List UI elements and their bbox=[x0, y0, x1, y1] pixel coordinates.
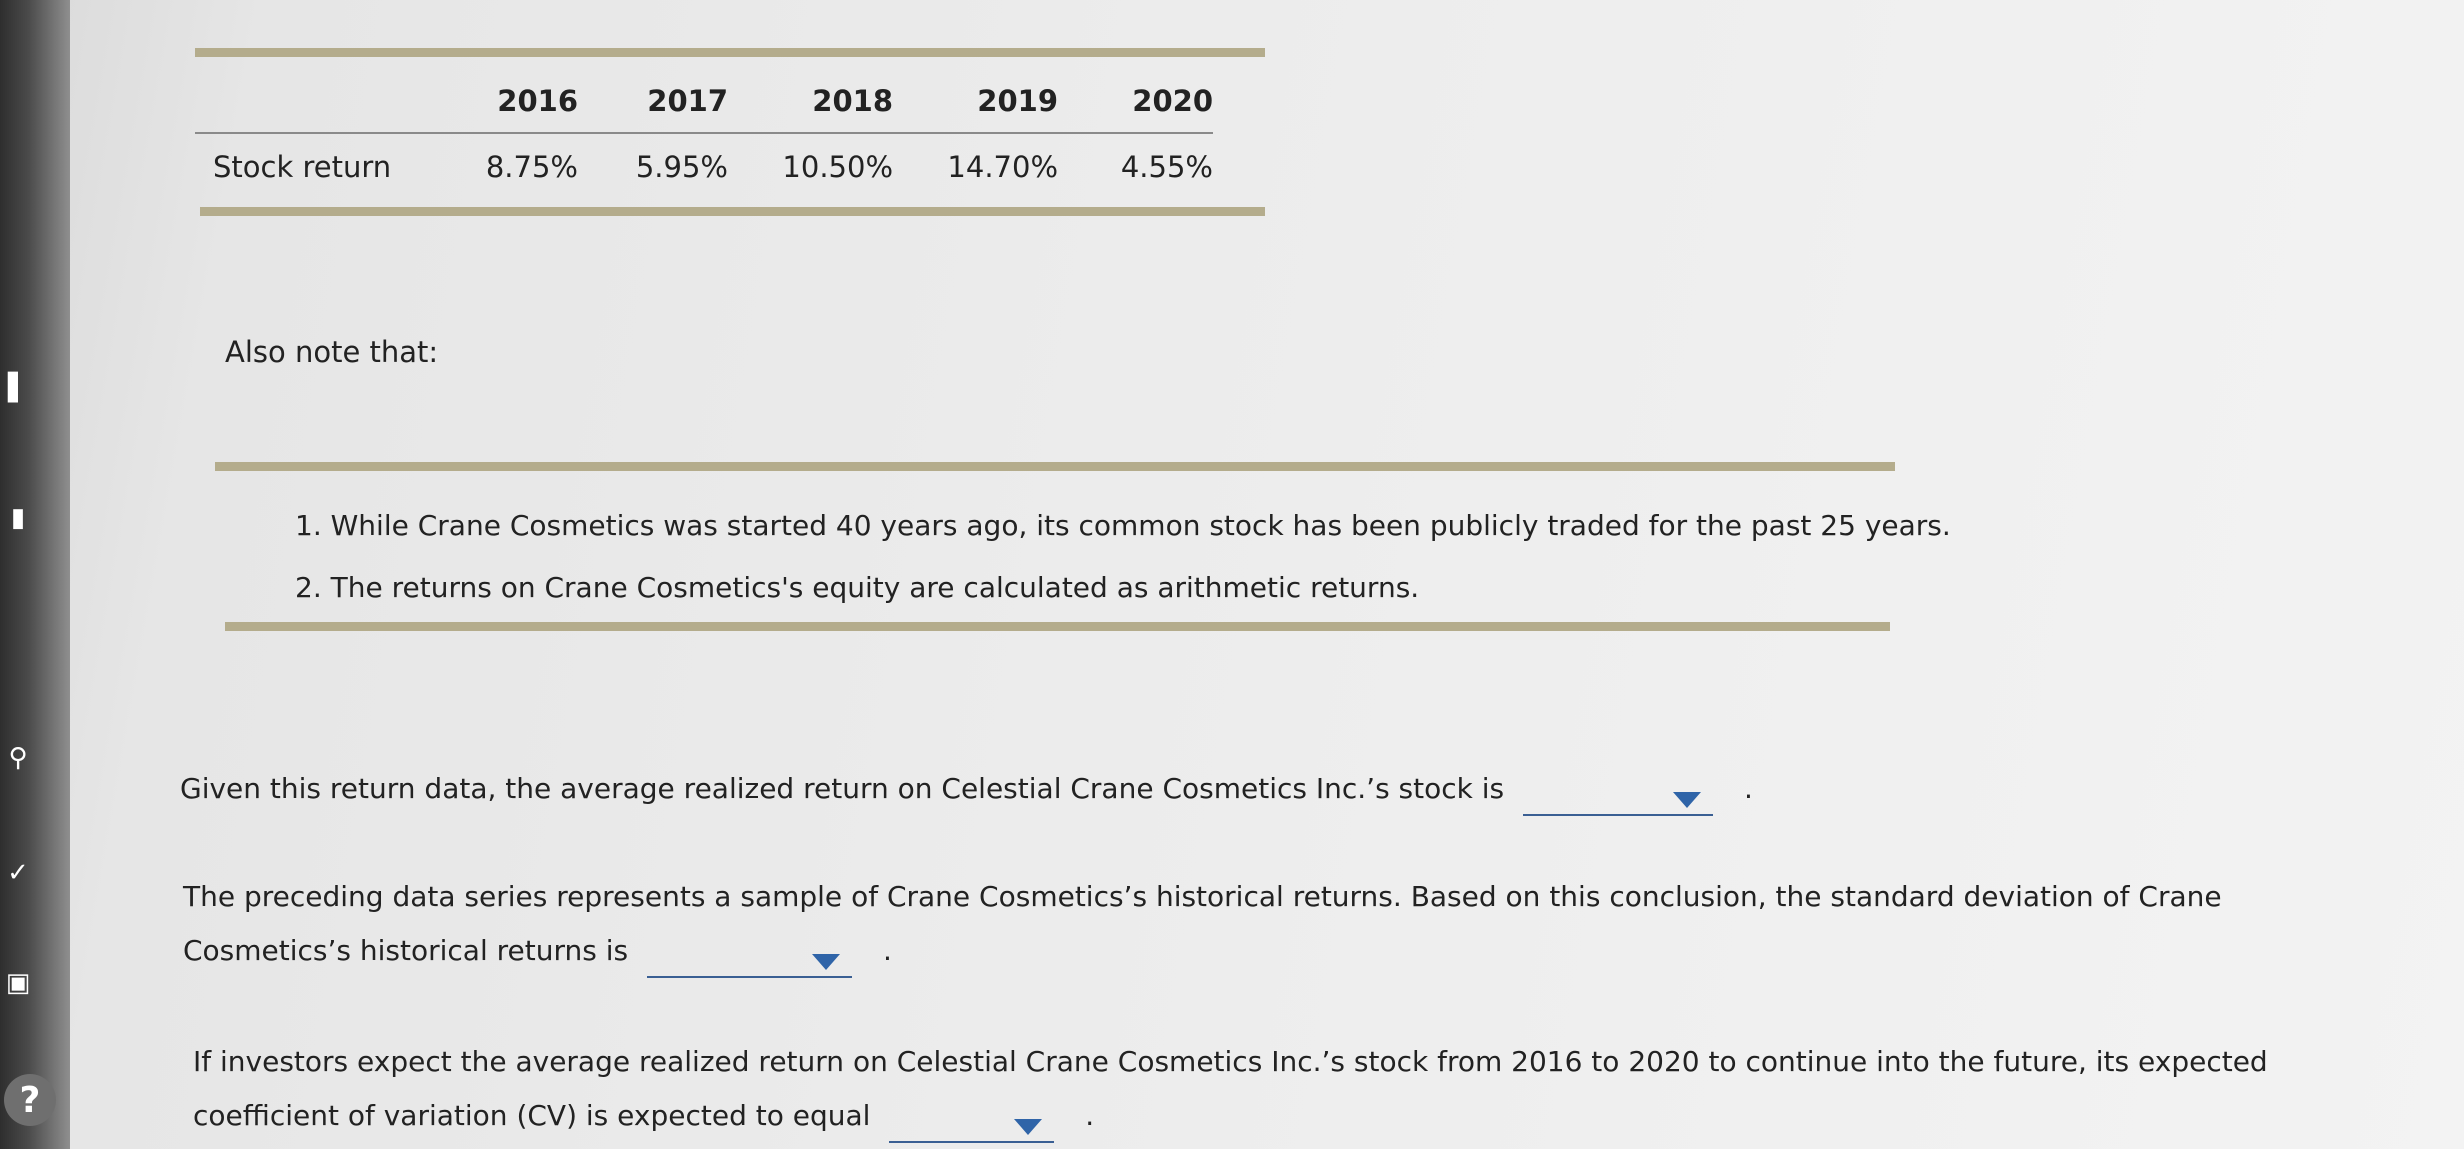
average-return-dropdown[interactable] bbox=[1523, 780, 1713, 816]
notes-bottom-rule bbox=[225, 622, 1890, 631]
return-value: 10.50% bbox=[782, 150, 893, 184]
table-row bbox=[195, 133, 1213, 194]
year-header: 2019 bbox=[893, 74, 1058, 133]
notes-top-rule bbox=[215, 462, 1895, 471]
sentence-period: . bbox=[882, 934, 892, 967]
returns-table bbox=[195, 74, 1213, 194]
dropdown-arrow-icon[interactable] bbox=[1673, 792, 1701, 808]
question-average-return bbox=[180, 762, 1753, 816]
year-header: 2016 bbox=[428, 74, 578, 133]
notes-list bbox=[295, 495, 1951, 619]
std-dev-dropdown[interactable] bbox=[647, 942, 852, 978]
question-cv bbox=[193, 1035, 2268, 1143]
list-item: 1. While Crane Cosmetics was started 40 years ago, its common stock has been publicly traded for the past 25 years. bbox=[295, 509, 1951, 542]
dropdown-arrow-icon[interactable] bbox=[812, 954, 840, 970]
left-toolbar bbox=[0, 0, 70, 1149]
year-header: 2018 bbox=[728, 74, 893, 133]
question-content bbox=[70, 0, 2464, 1149]
table-bottom-rule bbox=[200, 207, 1265, 216]
question-text: Cosmetics’s historical returns is bbox=[183, 934, 629, 967]
row-label: Stock return bbox=[213, 150, 392, 184]
return-value: 8.75% bbox=[485, 150, 578, 184]
return-value: 14.70% bbox=[947, 150, 1058, 184]
return-value: 4.55% bbox=[1120, 150, 1213, 184]
question-text: The preceding data series represents a sample of Crane Cosmetics’s historical returns. Based on this conclusion, the standard deviation of Crane bbox=[183, 880, 2222, 913]
question-std-dev bbox=[183, 870, 2222, 978]
question-text: coefficient of variation (CV) is expected to equal bbox=[193, 1099, 871, 1132]
search-icon[interactable]: ⚲ bbox=[8, 743, 28, 773]
briefcase-icon[interactable]: ▣ bbox=[5, 968, 31, 998]
bookmark-icon[interactable]: ▌ bbox=[8, 373, 28, 403]
year-header: 2020 bbox=[1058, 74, 1213, 133]
cv-dropdown[interactable] bbox=[889, 1107, 1054, 1143]
table-header-row bbox=[195, 74, 1213, 133]
dropdown-arrow-icon[interactable] bbox=[1014, 1119, 1042, 1135]
question-text: Given this return data, the average realized return on Celestial Crane Cosmetics Inc.’s stock is bbox=[180, 772, 1505, 805]
return-value: 5.95% bbox=[635, 150, 728, 184]
page-icon[interactable]: ▮ bbox=[10, 503, 26, 533]
year-header: 2017 bbox=[578, 74, 728, 133]
table-top-rule bbox=[195, 48, 1265, 57]
list-item: 2. The returns on Crane Cosmetics's equity are calculated as arithmetic returns. bbox=[295, 571, 1420, 604]
table-corner-cell bbox=[195, 74, 428, 133]
question-text: If investors expect the average realized return on Celestial Crane Cosmetics Inc.’s stock from 2016 to 2020 to continue into the future, its expected bbox=[193, 1045, 2268, 1078]
sentence-period: . bbox=[1085, 1099, 1095, 1132]
help-icon[interactable]: ? bbox=[4, 1074, 56, 1126]
notes-label: Also note that: bbox=[225, 335, 439, 369]
graduation-cap-icon[interactable]: ✓ bbox=[7, 858, 29, 888]
sentence-period: . bbox=[1743, 772, 1753, 805]
